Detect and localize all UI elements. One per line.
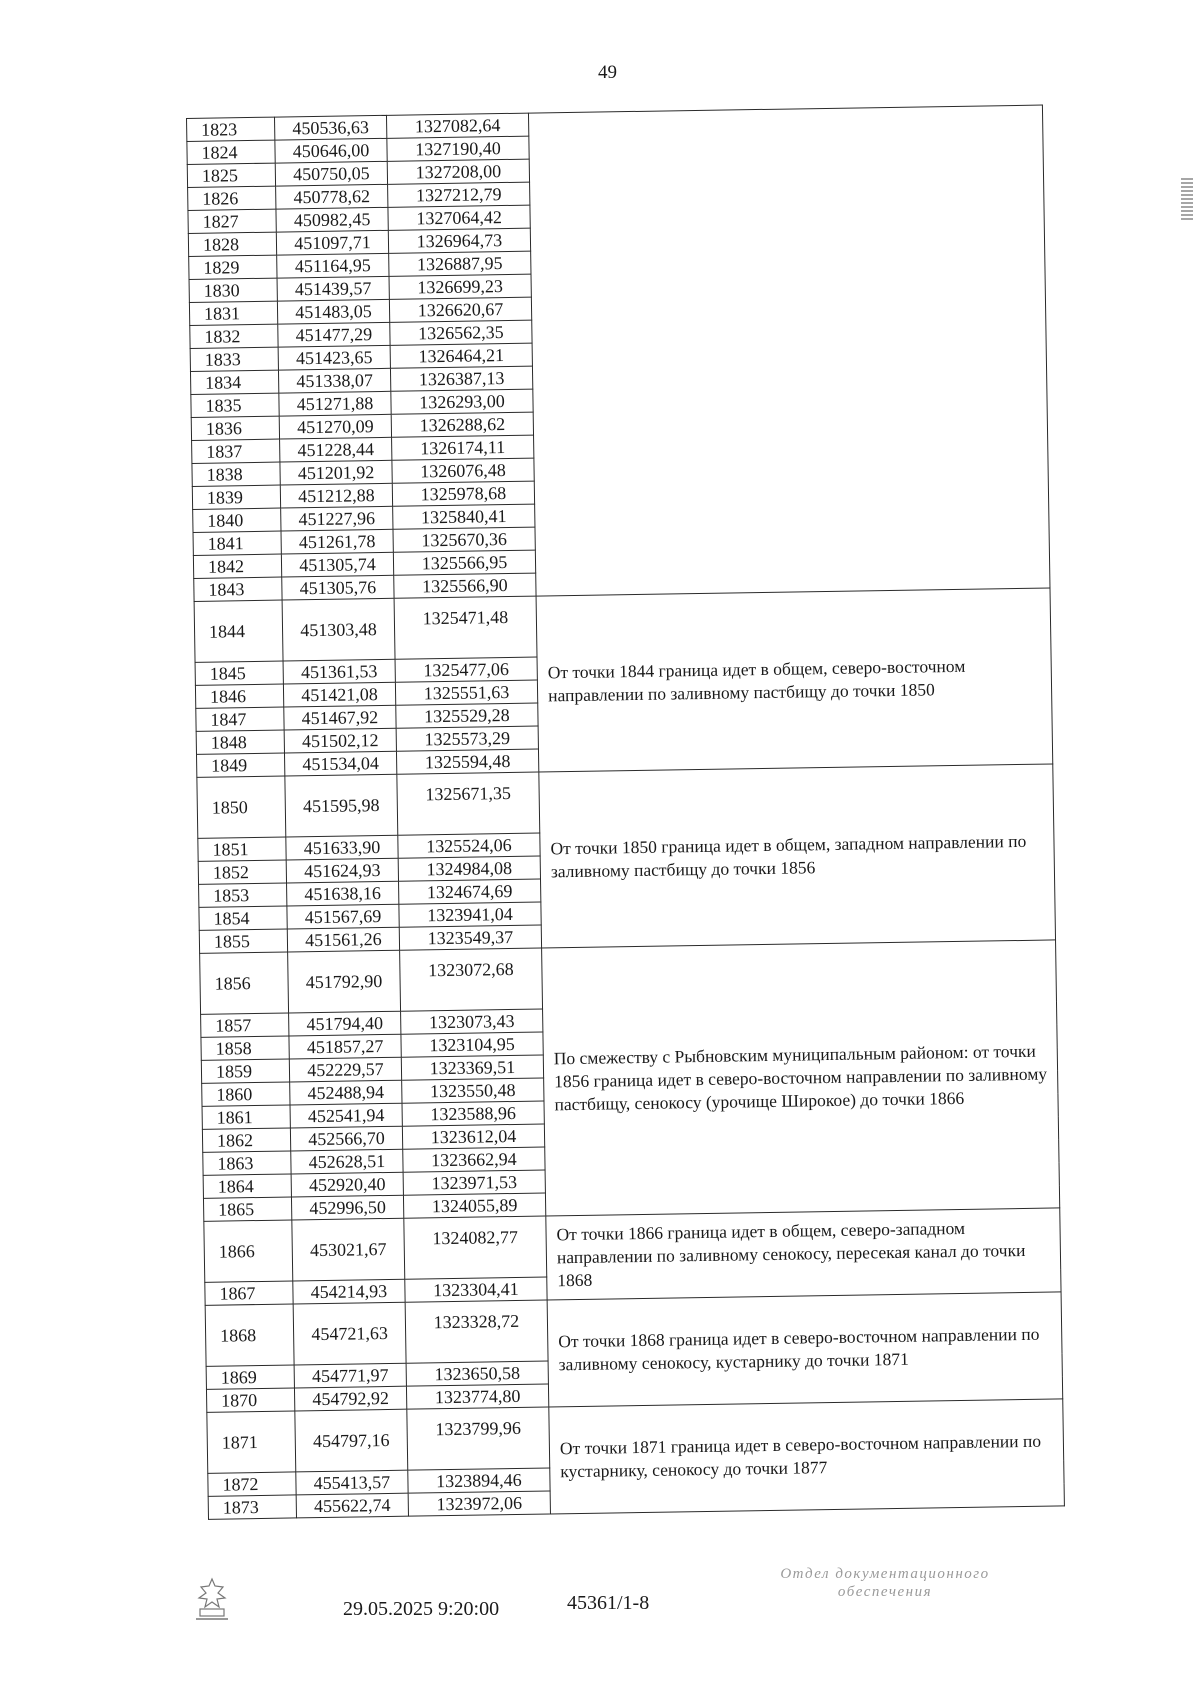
point-cell: 1845 <box>195 661 283 685</box>
x-coordinate-cell: 451792,90 <box>288 950 401 1013</box>
y-coordinate-cell: 1325471,48 <box>394 596 537 659</box>
x-coordinate-cell: 455413,57 <box>296 1470 408 1495</box>
y-coordinate-cell: 1323799,96 <box>407 1407 550 1470</box>
x-coordinate-cell: 452920,40 <box>291 1172 403 1197</box>
x-coordinate-cell: 451467,92 <box>284 705 396 730</box>
point-cell: 1852 <box>198 860 286 884</box>
x-coordinate-cell: 451421,08 <box>283 682 395 707</box>
point-cell: 1829 <box>189 255 277 279</box>
point-cell: 1841 <box>193 531 281 555</box>
y-coordinate-cell: 1325529,28 <box>396 703 538 728</box>
y-coordinate-cell: 1323894,46 <box>408 1468 550 1493</box>
x-coordinate-cell: 451164,95 <box>277 253 389 278</box>
x-coordinate-cell: 451201,92 <box>280 460 392 485</box>
x-coordinate-cell: 451261,78 <box>281 529 393 554</box>
y-coordinate-cell: 1323588,96 <box>402 1101 544 1126</box>
y-coordinate-cell: 1323369,51 <box>401 1055 543 1080</box>
y-coordinate-cell: 1324082,77 <box>404 1216 547 1279</box>
point-cell: 1834 <box>190 370 278 394</box>
y-coordinate-cell: 1327082,64 <box>386 113 528 138</box>
point-cell: 1838 <box>192 462 280 486</box>
y-coordinate-cell: 1323612,04 <box>402 1124 544 1149</box>
point-cell: 1831 <box>189 301 277 325</box>
y-coordinate-cell: 1326887,95 <box>389 251 531 276</box>
y-coordinate-cell: 1324984,08 <box>398 856 540 881</box>
y-coordinate-cell: 1323650,58 <box>406 1361 548 1386</box>
point-cell: 1861 <box>202 1105 290 1129</box>
point-cell: 1833 <box>190 347 278 371</box>
point-cell: 1870 <box>206 1388 294 1412</box>
footer-datetime: 29.05.2025 9:20:00 <box>343 1598 500 1620</box>
y-coordinate-cell: 1325566,90 <box>394 573 536 598</box>
x-coordinate-cell: 452541,94 <box>290 1103 402 1128</box>
x-coordinate-cell: 452488,94 <box>290 1080 402 1105</box>
x-coordinate-cell: 454771,97 <box>294 1363 406 1388</box>
y-coordinate-cell: 1324055,89 <box>403 1193 545 1218</box>
point-cell: 1863 <box>203 1151 291 1175</box>
y-coordinate-cell: 1323550,48 <box>402 1078 544 1103</box>
x-coordinate-cell: 451439,57 <box>277 276 389 301</box>
empty-description-cell <box>528 105 1050 596</box>
document-code: 45361/1-8 <box>567 1592 650 1614</box>
x-coordinate-cell: 452628,51 <box>291 1149 403 1174</box>
point-cell: 1842 <box>193 554 281 578</box>
x-coordinate-cell: 453021,67 <box>292 1218 405 1281</box>
y-coordinate-cell: 1326387,13 <box>390 366 532 391</box>
y-coordinate-cell: 1326288,62 <box>391 412 533 437</box>
y-coordinate-cell: 1323072,68 <box>400 948 543 1011</box>
point-cell: 1859 <box>201 1059 289 1083</box>
y-coordinate-cell: 1325573,29 <box>396 726 538 751</box>
table-row <box>200 940 1057 1014</box>
boundary-coordinates-table <box>186 105 1065 1520</box>
table-row <box>197 764 1054 838</box>
point-cell: 1854 <box>199 906 287 930</box>
table-row <box>187 105 1043 141</box>
y-coordinate-cell: 1323073,43 <box>401 1009 543 1034</box>
y-coordinate-cell: 1327064,42 <box>388 205 530 230</box>
y-coordinate-cell: 1327190,40 <box>387 136 529 161</box>
x-coordinate-cell: 451270,09 <box>279 414 391 439</box>
x-coordinate-cell: 452229,57 <box>289 1057 401 1082</box>
x-coordinate-cell: 451534,04 <box>284 751 396 776</box>
point-cell: 1857 <box>201 1013 289 1037</box>
x-coordinate-cell: 454797,16 <box>295 1409 408 1472</box>
x-coordinate-cell: 451423,65 <box>278 345 390 370</box>
y-coordinate-cell: 1326964,73 <box>388 228 530 253</box>
boundary-description: По смежеству с Рыбновским муниципальным районом: от точки 1856 граница идет в северо-восточном направлении по заливному пастбищу, сенокосу (урочище Широкое) до точки 1866 <box>542 940 1060 1216</box>
x-coordinate-cell: 455622,74 <box>296 1493 408 1518</box>
x-coordinate-cell: 451212,88 <box>280 483 392 508</box>
table-row <box>205 1292 1062 1366</box>
point-cell: 1837 <box>192 439 280 463</box>
scan-margin-marks <box>1180 175 1194 230</box>
point-cell: 1873 <box>208 1495 296 1519</box>
x-coordinate-cell: 451638,16 <box>287 881 399 906</box>
x-coordinate-cell: 450646,00 <box>275 138 387 163</box>
point-cell: 1836 <box>191 416 279 440</box>
x-coordinate-cell: 454792,92 <box>294 1386 406 1411</box>
x-coordinate-cell: 452566,70 <box>290 1126 402 1151</box>
y-coordinate-cell: 1325978,68 <box>392 481 534 506</box>
point-cell: 1849 <box>196 753 284 777</box>
point-cell: 1862 <box>202 1128 290 1152</box>
table-row <box>194 588 1051 662</box>
x-coordinate-cell: 454214,93 <box>293 1279 405 1304</box>
boundary-description: От точки 1871 граница идет в северо-восточном направлении по кустарнику, сенокосу до точки 1877 <box>549 1399 1065 1514</box>
y-coordinate-cell: 1326293,00 <box>391 389 533 414</box>
y-coordinate-cell: 1323941,04 <box>399 902 541 927</box>
x-coordinate-cell: 451633,90 <box>286 835 398 860</box>
department-stamp <box>740 1565 1030 1601</box>
point-cell: 1826 <box>188 186 276 210</box>
boundary-description: От точки 1850 граница идет в общем, западном направлении по заливному пастбищу до точки 1856 <box>539 764 1056 948</box>
x-coordinate-cell: 454721,63 <box>293 1302 406 1365</box>
point-cell: 1832 <box>190 324 278 348</box>
x-coordinate-cell: 450536,63 <box>274 115 386 140</box>
table-body <box>187 105 1065 1519</box>
y-coordinate-cell: 1325670,36 <box>393 527 535 552</box>
page-number: 49 <box>598 62 617 83</box>
point-cell: 1855 <box>199 929 287 953</box>
y-coordinate-cell: 1323549,37 <box>399 925 541 950</box>
x-coordinate-cell: 451567,69 <box>287 904 399 929</box>
x-coordinate-cell: 451483,05 <box>277 299 389 324</box>
point-cell: 1866 <box>204 1220 293 1282</box>
point-cell: 1824 <box>187 140 275 164</box>
x-coordinate-cell: 451338,07 <box>278 368 390 393</box>
point-cell: 1844 <box>194 600 283 662</box>
y-coordinate-cell: 1327208,00 <box>387 159 529 184</box>
point-cell: 1843 <box>194 577 282 601</box>
x-coordinate-cell: 451561,26 <box>287 927 399 952</box>
table-row <box>207 1399 1064 1473</box>
point-cell: 1847 <box>196 707 284 731</box>
y-coordinate-cell: 1325566,95 <box>393 550 535 575</box>
y-coordinate-cell: 1325477,06 <box>395 657 537 682</box>
x-coordinate-cell: 451595,98 <box>285 774 398 837</box>
point-cell: 1869 <box>206 1365 294 1389</box>
point-cell: 1835 <box>191 393 279 417</box>
point-cell: 1850 <box>197 776 286 838</box>
point-cell: 1827 <box>188 209 276 233</box>
x-coordinate-cell: 451305,74 <box>281 552 393 577</box>
y-coordinate-cell: 1325551,63 <box>395 680 537 705</box>
x-coordinate-cell: 451857,27 <box>289 1034 401 1059</box>
y-coordinate-cell: 1323662,94 <box>403 1147 545 1172</box>
y-coordinate-cell: 1325594,48 <box>396 749 538 774</box>
boundary-description: От точки 1844 граница идет в общем, северо-восточном направлении по заливному пастбищу до точки 1850 <box>536 588 1053 772</box>
point-cell: 1840 <box>193 508 281 532</box>
x-coordinate-cell: 451227,96 <box>281 506 393 531</box>
point-cell: 1868 <box>205 1304 294 1366</box>
point-cell: 1851 <box>198 837 286 861</box>
y-coordinate-cell: 1323972,06 <box>408 1491 550 1516</box>
y-coordinate-cell: 1325524,06 <box>398 833 540 858</box>
x-coordinate-cell: 451097,71 <box>276 230 388 255</box>
point-cell: 1848 <box>196 730 284 754</box>
y-coordinate-cell: 1326620,67 <box>389 297 531 322</box>
y-coordinate-cell: 1323328,72 <box>405 1300 548 1363</box>
x-coordinate-cell: 451502,12 <box>284 728 396 753</box>
point-cell: 1828 <box>188 232 276 256</box>
point-cell: 1839 <box>192 485 280 509</box>
stamp-line-2: обеспечения <box>837 1584 933 1600</box>
x-coordinate-cell: 451624,93 <box>286 858 398 883</box>
x-coordinate-cell: 451303,48 <box>282 598 395 661</box>
point-cell: 1867 <box>205 1281 293 1305</box>
point-cell: 1871 <box>207 1411 296 1473</box>
table-row <box>204 1208 1061 1282</box>
x-coordinate-cell: 451361,53 <box>283 659 395 684</box>
y-coordinate-cell: 1323104,95 <box>401 1032 543 1057</box>
x-coordinate-cell: 450778,62 <box>276 184 388 209</box>
x-coordinate-cell: 451477,29 <box>278 322 390 347</box>
y-coordinate-cell: 1326174,11 <box>392 435 534 460</box>
boundary-description: От точки 1866 граница идет в общем, северо-западном направлении по заливному сенокосу, пересекая канал до точки 1868 <box>546 1208 1061 1300</box>
y-coordinate-cell: 1324674,69 <box>399 879 541 904</box>
point-cell: 1860 <box>202 1082 290 1106</box>
y-coordinate-cell: 1326076,48 <box>392 458 534 483</box>
point-cell: 1858 <box>201 1036 289 1060</box>
x-coordinate-cell: 451305,76 <box>282 575 394 600</box>
y-coordinate-cell: 1326464,21 <box>390 343 532 368</box>
y-coordinate-cell: 1325671,35 <box>397 772 540 835</box>
point-cell: 1853 <box>199 883 287 907</box>
x-coordinate-cell: 451228,44 <box>280 437 392 462</box>
y-coordinate-cell: 1327212,79 <box>388 182 530 207</box>
point-cell: 1823 <box>187 117 275 141</box>
stamp-line-1: Отдел документационного <box>780 1566 990 1582</box>
point-cell: 1856 <box>200 952 289 1014</box>
y-coordinate-cell: 1326699,23 <box>389 274 531 299</box>
y-coordinate-cell: 1323774,80 <box>406 1384 548 1409</box>
y-coordinate-cell: 1323304,41 <box>405 1277 547 1302</box>
x-coordinate-cell: 452996,50 <box>291 1195 403 1220</box>
point-cell: 1830 <box>189 278 277 302</box>
x-coordinate-cell: 450982,45 <box>276 207 388 232</box>
x-coordinate-cell: 451794,40 <box>289 1011 401 1036</box>
y-coordinate-cell: 1325840,41 <box>393 504 535 529</box>
point-cell: 1872 <box>208 1472 296 1496</box>
point-cell: 1846 <box>195 684 283 708</box>
boundary-description: От точки 1868 граница идет в северо-восточном направлении по заливному сенокосу, кустарнику до точки 1871 <box>547 1292 1063 1407</box>
point-cell: 1825 <box>187 163 275 187</box>
point-cell: 1865 <box>203 1197 291 1221</box>
x-coordinate-cell: 451271,88 <box>279 391 391 416</box>
emblem-icon <box>192 1576 232 1622</box>
y-coordinate-cell: 1323971,53 <box>403 1170 545 1195</box>
point-cell: 1864 <box>203 1174 291 1198</box>
y-coordinate-cell: 1326562,35 <box>390 320 532 345</box>
x-coordinate-cell: 450750,05 <box>275 161 387 186</box>
